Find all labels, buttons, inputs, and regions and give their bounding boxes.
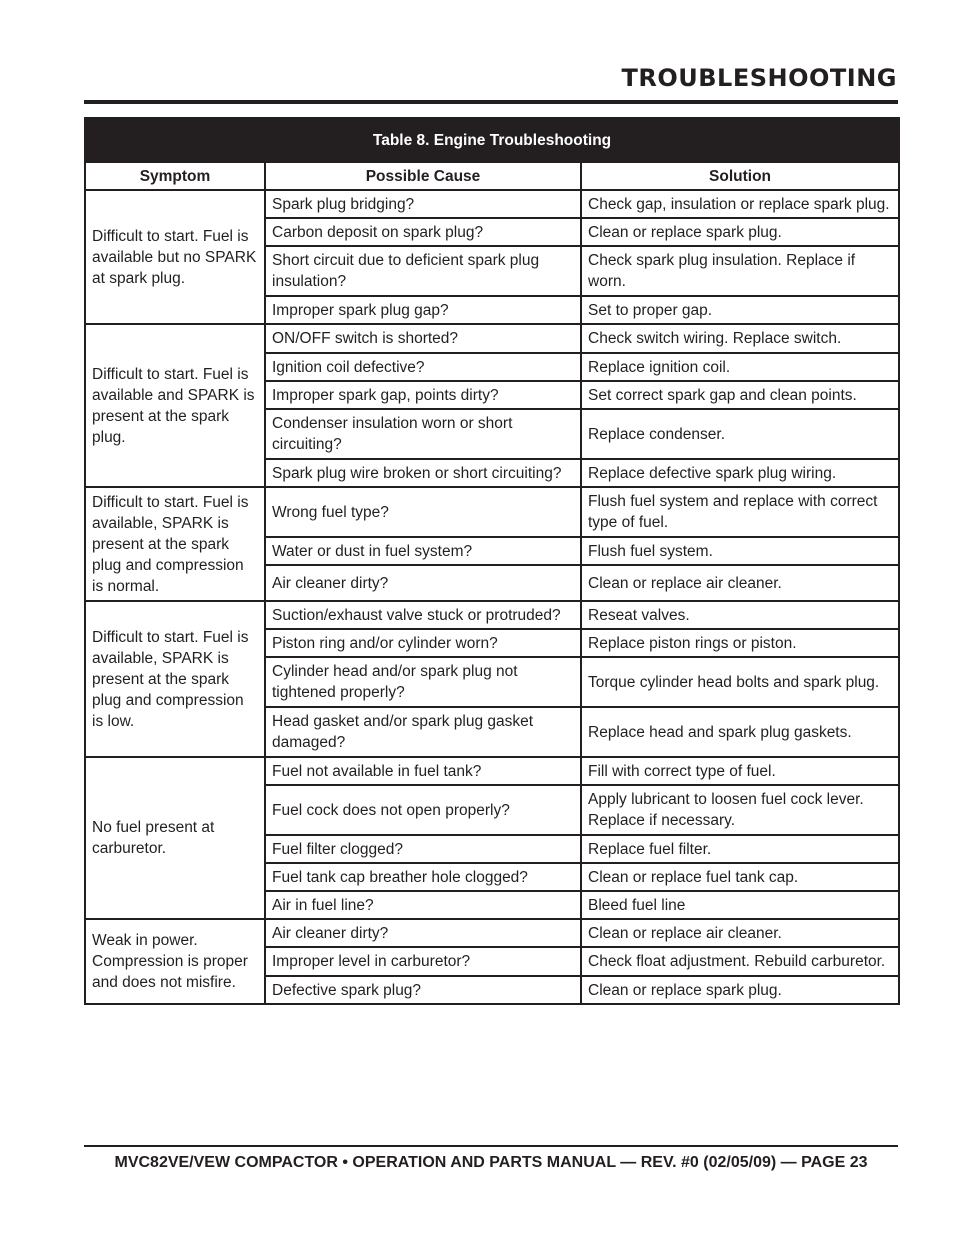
solution-cell: Bleed fuel line — [581, 891, 899, 919]
solution-cell: Replace piston rings or piston. — [581, 629, 899, 657]
cause-cell: ON/OFF switch is shorted? — [265, 324, 581, 353]
table-row — [85, 601, 899, 629]
solution-cell: Check spark plug insulation. Replace if worn. — [581, 246, 899, 296]
page-title: TROUBLESHOOTING — [621, 64, 897, 92]
cause-cell: Short circuit due to deficient spark plug insulation? — [265, 246, 581, 296]
cause-cell: Condenser insulation worn or short circuiting? — [265, 409, 581, 459]
symptom-cell: Difficult to start. Fuel is available, SPARK is present at the spark plug and compression is normal. — [85, 487, 265, 601]
solution-cell: Replace ignition coil. — [581, 353, 899, 381]
cause-cell: Improper spark gap, points dirty? — [265, 381, 581, 409]
symptom-cell: Difficult to start. Fuel is available and SPARK is present at the spark plug. — [85, 324, 265, 487]
table-row — [85, 919, 899, 947]
solution-cell: Check gap, insulation or replace spark plug. — [581, 190, 899, 218]
table-row — [85, 190, 899, 218]
solution-cell: Flush fuel system and replace with correct type of fuel. — [581, 487, 899, 537]
cause-cell: Fuel tank cap breather hole clogged? — [265, 863, 581, 891]
column-header-solution: Solution — [581, 162, 899, 190]
table-row — [85, 324, 899, 353]
cause-cell: Suction/exhaust valve stuck or protruded? — [265, 601, 581, 629]
solution-cell: Apply lubricant to loosen fuel cock lever. Replace if necessary. — [581, 785, 899, 835]
solution-cell: Clean or replace spark plug. — [581, 976, 899, 1004]
solution-cell: Set to proper gap. — [581, 296, 899, 324]
solution-cell: Reseat valves. — [581, 601, 899, 629]
footer-rule — [84, 1145, 898, 1147]
cause-cell: Cylinder head and/or spark plug not tightened properly? — [265, 657, 581, 707]
table-body — [85, 190, 899, 1004]
cause-cell: Air cleaner dirty? — [265, 919, 581, 947]
solution-cell: Clean or replace air cleaner. — [581, 919, 899, 947]
cause-cell: Air in fuel line? — [265, 891, 581, 919]
solution-cell: Clean or replace air cleaner. — [581, 565, 899, 601]
solution-cell: Replace head and spark plug gaskets. — [581, 707, 899, 757]
cause-cell: Defective spark plug? — [265, 976, 581, 1004]
solution-cell: Check switch wiring. Replace switch. — [581, 324, 899, 353]
cause-cell: Ignition coil defective? — [265, 353, 581, 381]
column-header-symptom: Symptom — [85, 162, 265, 190]
symptom-cell: Difficult to start. Fuel is available, SPARK is present at the spark plug and compression is low. — [85, 601, 265, 757]
solution-cell: Replace fuel filter. — [581, 835, 899, 863]
symptom-cell: Weak in power. Compression is proper and does not misfire. — [85, 919, 265, 1004]
solution-cell: Fill with correct type of fuel. — [581, 757, 899, 785]
solution-cell: Replace condenser. — [581, 409, 899, 459]
symptom-cell: Difficult to start. Fuel is available but no SPARK at spark plug. — [85, 190, 265, 324]
cause-cell: Improper level in carburetor? — [265, 947, 581, 976]
solution-cell: Torque cylinder head bolts and spark plug. — [581, 657, 899, 707]
table-row — [85, 757, 899, 785]
cause-cell: Water or dust in fuel system? — [265, 537, 581, 565]
title-rule — [84, 100, 898, 104]
symptom-cell: No fuel present at carburetor. — [85, 757, 265, 919]
cause-cell: Air cleaner dirty? — [265, 565, 581, 601]
table-row — [85, 487, 899, 537]
solution-cell: Check float adjustment. Rebuild carburetor. — [581, 947, 899, 976]
solution-cell: Clean or replace fuel tank cap. — [581, 863, 899, 891]
cause-cell: Head gasket and/or spark plug gasket damaged? — [265, 707, 581, 757]
cause-cell: Improper spark plug gap? — [265, 296, 581, 324]
cause-cell: Spark plug bridging? — [265, 190, 581, 218]
cause-cell: Carbon deposit on spark plug? — [265, 218, 581, 246]
solution-cell: Clean or replace spark plug. — [581, 218, 899, 246]
cause-cell: Spark plug wire broken or short circuiting? — [265, 459, 581, 487]
solution-cell: Flush fuel system. — [581, 537, 899, 565]
solution-cell: Replace defective spark plug wiring. — [581, 459, 899, 487]
cause-cell: Fuel not available in fuel tank? — [265, 757, 581, 785]
cause-cell: Fuel cock does not open properly? — [265, 785, 581, 835]
cause-cell: Fuel filter clogged? — [265, 835, 581, 863]
engine-troubleshooting-table — [84, 117, 900, 1005]
column-header-possible-cause: Possible Cause — [265, 162, 581, 190]
solution-cell: Set correct spark gap and clean points. — [581, 381, 899, 409]
cause-cell: Piston ring and/or cylinder worn? — [265, 629, 581, 657]
cause-cell: Wrong fuel type? — [265, 487, 581, 537]
page-footer: MVC82VE/VEW COMPACTOR • OPERATION AND PARTS MANUAL — REV. #0 (02/05/09) — PAGE 23 — [114, 1154, 868, 1171]
table-caption: Table 8. Engine Troubleshooting — [85, 118, 899, 162]
